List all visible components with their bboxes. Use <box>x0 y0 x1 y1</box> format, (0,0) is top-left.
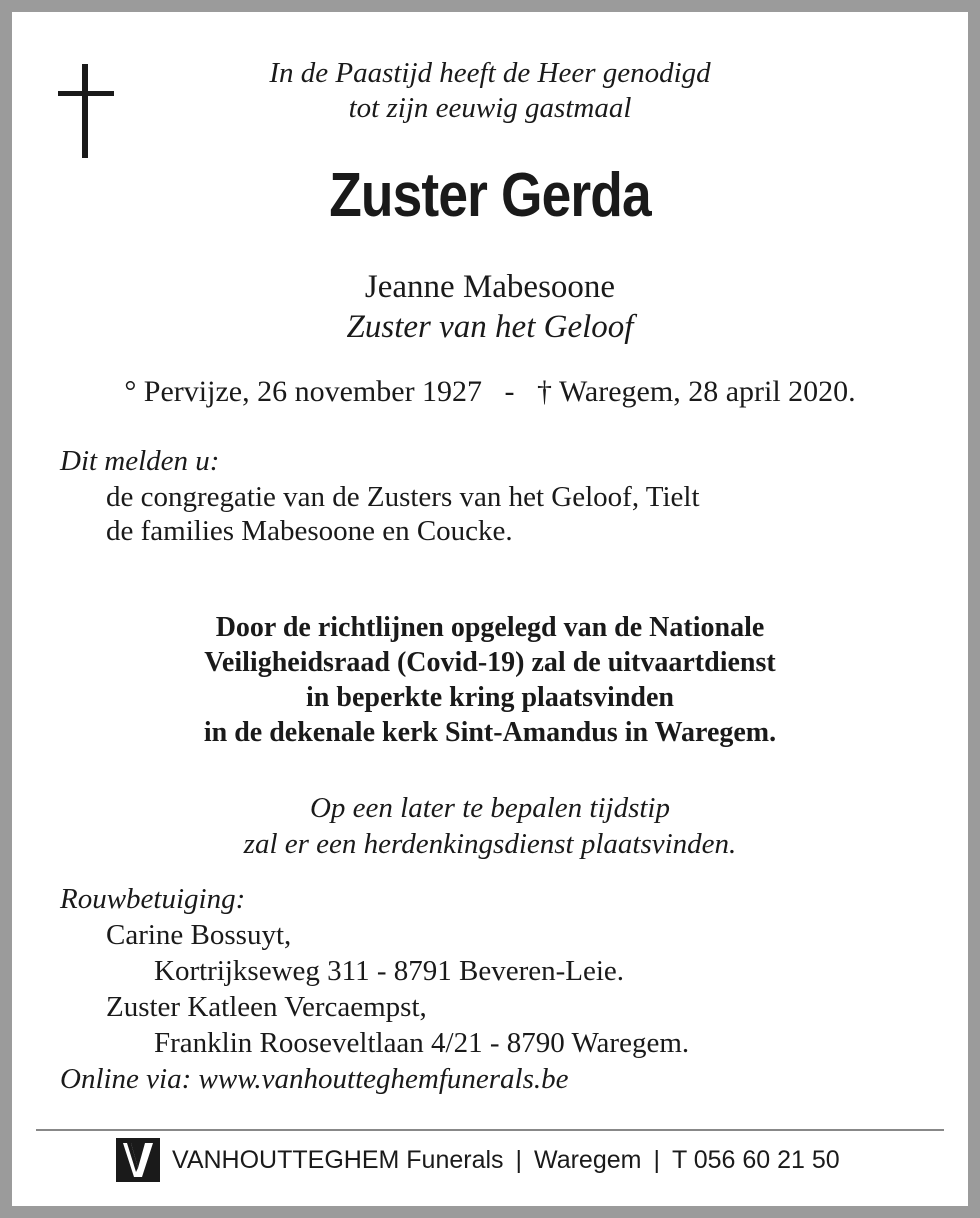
footer-city: Waregem <box>534 1145 642 1174</box>
condolences-label: Rouwbetuiging: <box>60 883 246 915</box>
funeral-home-footer <box>116 1138 840 1182</box>
footer-phone[interactable]: T 056 60 21 50 <box>671 1145 840 1174</box>
contact-2-name: Zuster Katleen Vercaempst, <box>106 991 427 1023</box>
notice-line-1: de congregatie van de Zusters van het Geloof, Tielt <box>106 481 700 513</box>
intro-verse <box>12 56 968 126</box>
memorial-service-note <box>12 790 968 862</box>
footer-separator-2: | <box>653 1145 660 1174</box>
intro-line-1: In de Paastijd heeft de Heer genodigd <box>269 57 711 89</box>
contact-1-address: Kortrijkseweg 311 - 8791 Beveren-Leie. <box>154 955 625 987</box>
announcement-line-4: in de dekenale kerk Sint-Amandus in Waregem. <box>203 717 777 748</box>
online-condolence-link[interactable]: Online via: www.vanhoutteghemfunerals.be <box>60 1063 569 1095</box>
notice-label: Dit melden u: <box>60 445 220 477</box>
funeral-announcement <box>12 610 968 750</box>
contact-1-name: Carine Bossuyt, <box>106 919 292 951</box>
footer-divider <box>36 1129 944 1131</box>
footer-separator-1: | <box>515 1145 523 1174</box>
contact-2-address: Franklin Rooseveltlaan 4/21 - 8790 Waregem. <box>154 1027 690 1059</box>
deceased-name: Zuster Gerda <box>329 161 651 230</box>
notice-line-2: de families Mabesoone en Coucke. <box>106 515 513 547</box>
dates-text: ° Pervijze, 26 november 1927 - † Waregem, 28 april 2020. <box>124 375 856 408</box>
company-name: VANHOUTTEGHEM Funerals <box>172 1145 504 1174</box>
vanhoutteghem-v-logo-icon <box>116 1138 160 1182</box>
civil-name: Jeanne Mabesoone <box>364 269 616 305</box>
later-line-2: zal er een herdenkingsdienst plaatsvinden. <box>243 828 737 860</box>
death-notice-card <box>12 12 968 1206</box>
later-line-1: Op een later te bepalen tijdstip <box>309 792 670 824</box>
announcement-line-2: Veiligheidsraad (Covid-19) zal de uitvaartdienst <box>204 647 776 678</box>
religious-order: Zuster van het Geloof <box>346 309 634 345</box>
birth-death-dates <box>12 372 968 412</box>
intro-line-2: tot zijn eeuwig gastmaal <box>348 92 632 124</box>
announcement-line-3: in beperkte kring plaatsvinden <box>306 682 674 713</box>
announcement-line-1: Door de richtlijnen opgelegd van de Nationale <box>215 612 765 643</box>
